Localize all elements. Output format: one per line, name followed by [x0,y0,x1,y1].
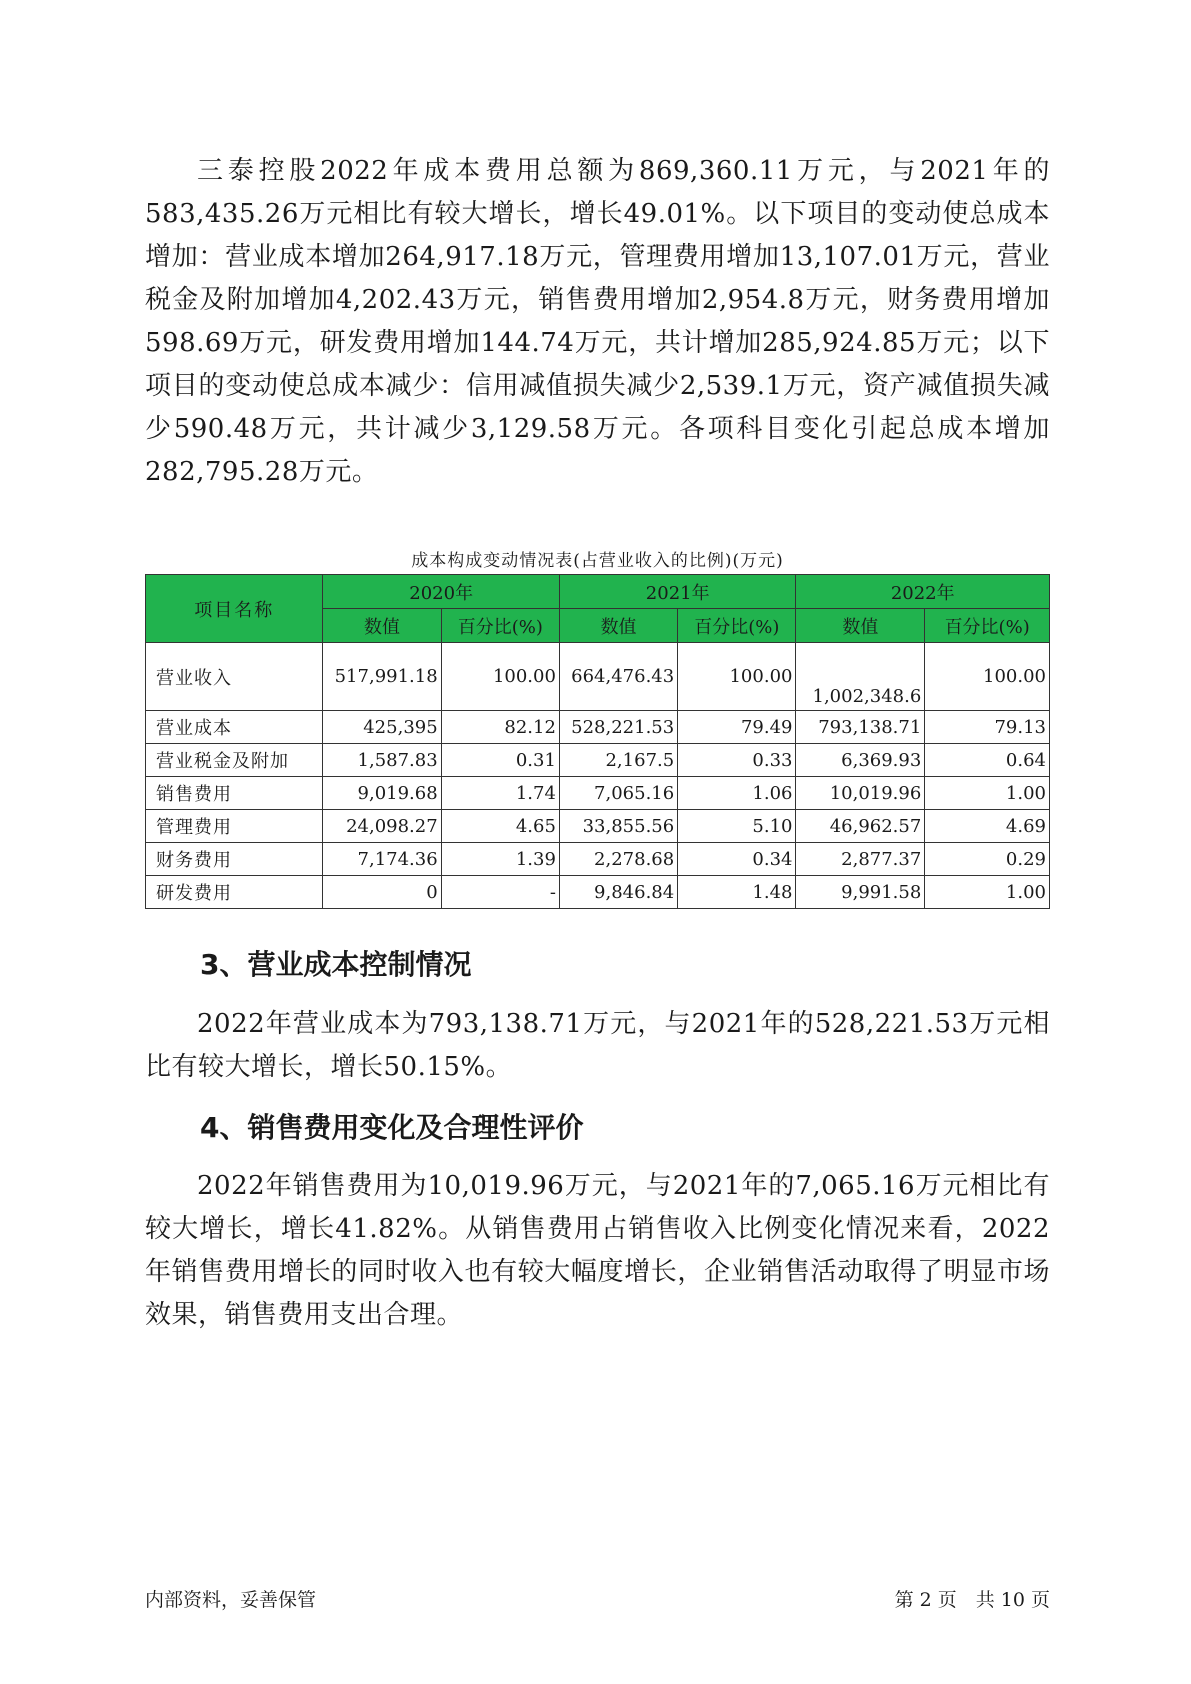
cell: 0.31 [441,744,559,777]
row-name: 营业收入 [146,643,323,711]
cell: 100.00 [678,643,796,711]
header-value: 数值 [323,609,441,643]
header-value: 数值 [796,609,925,643]
cell: 100.00 [925,643,1050,711]
cell: 2,877.37 [796,843,925,876]
cell: 7,174.36 [323,843,441,876]
cell: 0 [323,876,441,909]
row-name: 营业税金及附加 [146,744,323,777]
footer-confidential-note: 内部资料，妥善保管 [145,1589,317,1611]
row-name: 销售费用 [146,777,323,810]
cell: 517,991.18 [323,643,441,711]
cell: 528,221.53 [559,711,677,744]
header-value: 数值 [559,609,677,643]
header-year-2021: 2021年 [559,575,796,609]
row-name: 研发费用 [146,876,323,909]
cell: - [441,876,559,909]
cell: 79.13 [925,711,1050,744]
table-caption: 成本构成变动情况表(占营业收入的比例)(万元) [411,551,784,571]
cost-structure-table [145,574,1050,909]
cell: 0.29 [925,843,1050,876]
row-name: 营业成本 [146,711,323,744]
cell: 9,019.68 [323,777,441,810]
cell: 2,278.68 [559,843,677,876]
header-item-name: 项目名称 [146,575,323,643]
sales-expense-paragraph: 2022年销售费用为10,019.96万元，与2021年的7,065.16万元相比有较大增长，增长41.82%。从销售费用占销售收入比例变化情况来看，2022年销售费用增长的同时收入也有较大幅度增长，企业销售活动取得了明显市场效果，销售费用支出合理。 [145,1171,1050,1330]
table-row [146,711,1050,744]
section-heading-4: 4、销售费用变化及合理性评价 [200,1111,584,1144]
cell: 10,019.96 [796,777,925,810]
cell: 1,587.83 [323,744,441,777]
cell: 0.33 [678,744,796,777]
table-header-row [146,575,1050,609]
cell: 1.39 [441,843,559,876]
intro-paragraph: 三泰控股2022年成本费用总额为869,360.11万元，与2021年的583,435.26万元相比有较大增长，增长49.01%。以下项目的变动使总成本增加：营业成本增加264,917.18万元，管理费用增加13,107.01万元，营业税金及附加增加4,202.43万元，销售费用增加2,954.8万元，财务费用增加598.69万元，研发费用增加144.74万元，共计增加285,924.85万元；以下项目的变动使总成本减少：信用减值损失减少2,539.1万元，资产减值损失减少590.48万元，共计减少3,129.58万元。各项科目变化引起总成本增加282,795.28万元。 [145,156,1050,487]
table-row [146,777,1050,810]
cell: 6,369.93 [796,744,925,777]
cell: 425,395 [323,711,441,744]
cell: 4.65 [441,810,559,843]
cell: 1.00 [925,876,1050,909]
cell: 1.74 [441,777,559,810]
cell: 100.00 [441,643,559,711]
cell: 7,065.16 [559,777,677,810]
footer-page-number: 第 2 页 共 10 页 [894,1589,1050,1611]
cell: 1,002,348.6 [796,643,925,711]
cell: 79.49 [678,711,796,744]
header-year-2020: 2020年 [323,575,560,609]
row-name: 管理费用 [146,810,323,843]
cell: 0.64 [925,744,1050,777]
cell: 793,138.71 [796,711,925,744]
cell: 1.48 [678,876,796,909]
table-row [146,810,1050,843]
table-row [146,876,1050,909]
cell: 9,991.58 [796,876,925,909]
cell: 4.69 [925,810,1050,843]
section-heading-3: 3、营业成本控制情况 [200,948,472,981]
cell: 2,167.5 [559,744,677,777]
cell: 33,855.56 [559,810,677,843]
cell: 5.10 [678,810,796,843]
cell: 9,846.84 [559,876,677,909]
operating-cost-paragraph: 2022年营业成本为793,138.71万元，与2021年的528,221.53万元相比有较大增长，增长50.15%。 [145,1009,1050,1082]
table-row [146,843,1050,876]
table-row [146,744,1050,777]
row-name: 财务费用 [146,843,323,876]
table-row [146,643,1050,711]
cell: 0.34 [678,843,796,876]
header-percent: 百分比(%) [925,609,1050,643]
cell: 82.12 [441,711,559,744]
header-percent: 百分比(%) [441,609,559,643]
cell: 664,476.43 [559,643,677,711]
cell: 1.06 [678,777,796,810]
cell: 1.00 [925,777,1050,810]
cell: 46,962.57 [796,810,925,843]
header-year-2022: 2022年 [796,575,1050,609]
header-percent: 百分比(%) [678,609,796,643]
cell: 24,098.27 [323,810,441,843]
